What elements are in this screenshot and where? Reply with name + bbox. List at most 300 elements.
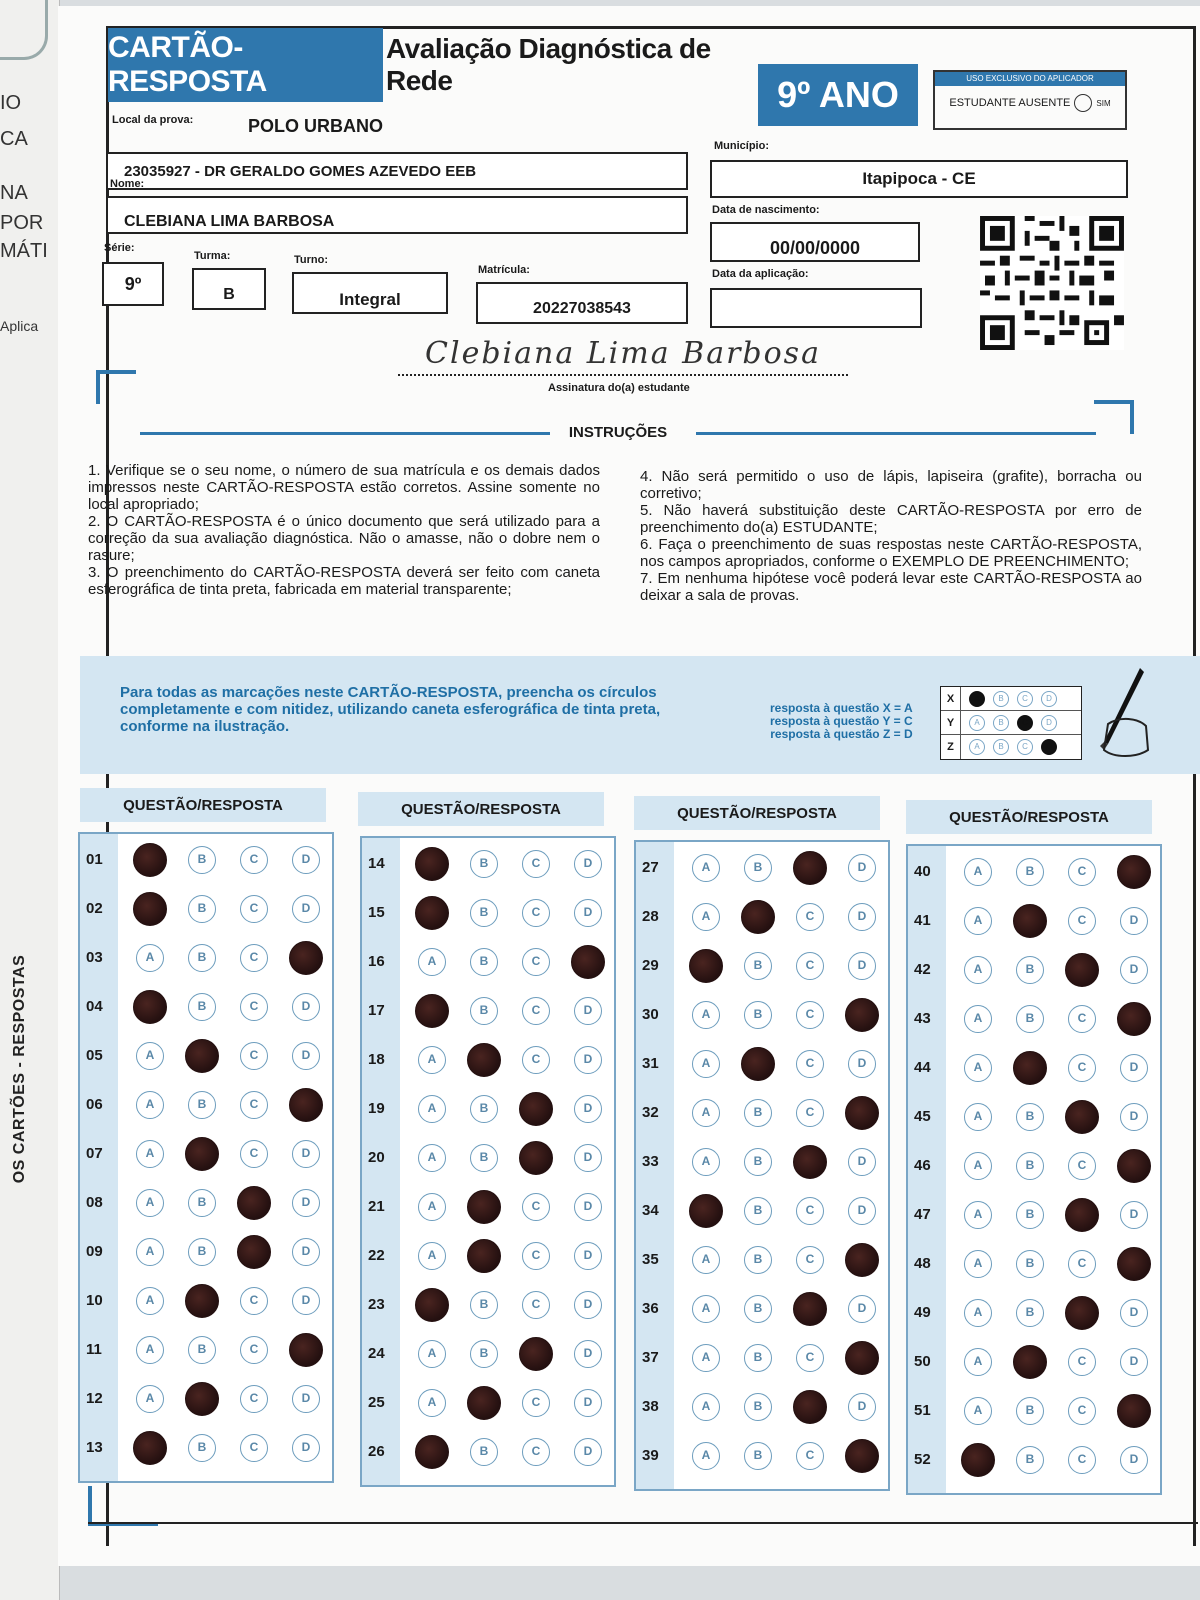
- answer-bubble-b[interactable]: B: [470, 948, 498, 976]
- question-row: [636, 1046, 888, 1082]
- answer-bubble-d[interactable]: [845, 1439, 879, 1473]
- question-number: 23: [368, 1296, 385, 1313]
- answer-bubble-d[interactable]: D: [848, 903, 876, 931]
- answer-bubble-b[interactable]: B: [744, 1148, 772, 1176]
- question-row: [908, 1393, 1160, 1429]
- answer-bubble-c[interactable]: [1065, 1198, 1099, 1232]
- answer-bubble-a[interactable]: A: [964, 956, 992, 984]
- answer-bubble-d[interactable]: D: [292, 1385, 320, 1413]
- answer-bubble-b[interactable]: B: [470, 1095, 498, 1123]
- answer-bubble-d[interactable]: D: [292, 846, 320, 874]
- answer-bubble-b[interactable]: B: [744, 1001, 772, 1029]
- school-field: 23035927 - DR GERALDO GOMES AZEVEDO EEB: [106, 152, 688, 190]
- answer-bubble-b[interactable]: B: [1016, 956, 1044, 984]
- answer-bubble-a[interactable]: A: [692, 1246, 720, 1274]
- question-number: 39: [642, 1447, 659, 1464]
- question-row: [908, 1295, 1160, 1331]
- pen-hand-icon: [1090, 666, 1150, 766]
- answer-bubble-a[interactable]: A: [418, 1046, 446, 1074]
- question-row: [636, 1340, 888, 1376]
- question-row: [908, 952, 1160, 988]
- answer-bubble-d[interactable]: D: [292, 1238, 320, 1266]
- answer-card: [58, 6, 1200, 1566]
- corner-mark: [96, 370, 136, 404]
- question-number: 11: [86, 1341, 102, 1358]
- answer-bubble-b[interactable]: B: [744, 1246, 772, 1274]
- answer-bubble-b[interactable]: B: [1016, 1250, 1044, 1278]
- fill-example-bubble: A: [969, 715, 985, 731]
- aplicacao-label: Data da aplicação:: [712, 268, 809, 280]
- answer-bubble-d[interactable]: D: [1120, 1446, 1148, 1474]
- question-number: 36: [642, 1300, 659, 1317]
- answer-column: [78, 832, 334, 1483]
- answer-bubble-d[interactable]: D: [292, 1434, 320, 1462]
- answer-bubble-a[interactable]: A: [964, 1348, 992, 1376]
- answer-bubble-d[interactable]: D: [1120, 956, 1148, 984]
- answer-bubble-a[interactable]: A: [692, 1050, 720, 1078]
- absent-row: [935, 86, 1125, 112]
- serie-field: 9º: [102, 262, 164, 306]
- answer-bubble-a[interactable]: [415, 1435, 449, 1469]
- answer-bubble-a[interactable]: A: [136, 1140, 164, 1168]
- answer-bubble-a[interactable]: A: [692, 903, 720, 931]
- answer-bubble-a[interactable]: A: [136, 1238, 164, 1266]
- answer-bubble-a[interactable]: A: [136, 1042, 164, 1070]
- question-row: [362, 1287, 614, 1323]
- answer-bubble-a[interactable]: [133, 990, 167, 1024]
- question-number: 07: [86, 1145, 103, 1162]
- answer-bubble-a[interactable]: A: [964, 1299, 992, 1327]
- answer-bubble-a[interactable]: A: [964, 1103, 992, 1131]
- answer-column: [360, 836, 616, 1487]
- answer-bubble-c[interactable]: C: [522, 899, 550, 927]
- answer-bubble-c[interactable]: [519, 1092, 553, 1126]
- answer-bubble-c[interactable]: C: [796, 1099, 824, 1127]
- answer-bubble-c[interactable]: C: [1068, 1054, 1096, 1082]
- answer-bubble-a[interactable]: [133, 892, 167, 926]
- question-row: [80, 1283, 332, 1319]
- answer-bubble-c[interactable]: C: [1068, 858, 1096, 886]
- fill-example-bubble: C: [1017, 715, 1033, 731]
- question-row: [80, 1136, 332, 1172]
- question-number: 51: [914, 1402, 931, 1419]
- answer-bubble-c[interactable]: [519, 1141, 553, 1175]
- background-text: MÁTI: [0, 240, 48, 262]
- answer-bubble-d[interactable]: [845, 1243, 879, 1277]
- municipio-field: Itapipoca - CE: [710, 160, 1128, 198]
- answer-bubble-d[interactable]: D: [848, 1050, 876, 1078]
- answer-bubble-a[interactable]: [415, 1288, 449, 1322]
- answer-bubble-b[interactable]: [741, 900, 775, 934]
- answer-bubble-d[interactable]: D: [574, 1340, 602, 1368]
- answer-bubble-b[interactable]: B: [1016, 1103, 1044, 1131]
- absent-checkbox[interactable]: [1074, 94, 1092, 112]
- answer-bubble-a[interactable]: A: [418, 1144, 446, 1172]
- background-side-text: OS CARTÕES - RESPOSTAS: [11, 954, 28, 1184]
- answer-bubble-a[interactable]: A: [964, 858, 992, 886]
- answer-bubble-b[interactable]: B: [188, 1336, 216, 1364]
- turma-label: Turma:: [194, 250, 231, 262]
- answer-bubble-a[interactable]: A: [136, 1385, 164, 1413]
- answer-bubble-c[interactable]: C: [1068, 1005, 1096, 1033]
- answer-bubble-b[interactable]: [467, 1043, 501, 1077]
- answer-bubble-b[interactable]: B: [744, 952, 772, 980]
- answer-bubble-d[interactable]: D: [1120, 1348, 1148, 1376]
- corner-mark: [1094, 400, 1134, 434]
- answer-bubble-c[interactable]: C: [796, 952, 824, 980]
- answer-bubble-c[interactable]: C: [522, 1046, 550, 1074]
- answer-bubble-c[interactable]: C: [240, 1434, 268, 1462]
- answer-bubble-a[interactable]: A: [136, 1189, 164, 1217]
- answer-bubble-a[interactable]: [415, 994, 449, 1028]
- answer-bubble-d[interactable]: [289, 1088, 323, 1122]
- answer-bubble-a[interactable]: A: [418, 948, 446, 976]
- answer-bubble-d[interactable]: D: [574, 1242, 602, 1270]
- answer-bubble-c[interactable]: C: [1068, 1152, 1096, 1180]
- answer-bubble-d[interactable]: D: [848, 854, 876, 882]
- answer-bubble-a[interactable]: A: [418, 1340, 446, 1368]
- answer-bubble-d[interactable]: D: [574, 899, 602, 927]
- answer-bubble-b[interactable]: [467, 1239, 501, 1273]
- answer-bubble-c[interactable]: C: [796, 1197, 824, 1225]
- answer-bubble-d[interactable]: D: [292, 895, 320, 923]
- divider: [140, 432, 550, 435]
- column-header: QUESTÃO/RESPOSTA: [358, 792, 604, 826]
- answer-bubble-c[interactable]: C: [796, 1246, 824, 1274]
- answer-bubble-c[interactable]: C: [522, 1438, 550, 1466]
- answer-bubble-b[interactable]: B: [1016, 1152, 1044, 1180]
- answer-bubble-a[interactable]: [689, 949, 723, 983]
- question-number: 29: [642, 957, 659, 974]
- fill-example-bubble: D: [1041, 739, 1057, 755]
- answer-bubble-a[interactable]: A: [418, 1242, 446, 1270]
- fill-example-bubble: C: [1017, 691, 1033, 707]
- answer-bubble-c[interactable]: [793, 1145, 827, 1179]
- question-row: [636, 1095, 888, 1131]
- answer-bubble-b[interactable]: B: [470, 1438, 498, 1466]
- answer-bubble-a[interactable]: A: [692, 1393, 720, 1421]
- answer-bubble-c[interactable]: C: [1068, 1446, 1096, 1474]
- answer-bubble-d[interactable]: D: [1120, 1201, 1148, 1229]
- answer-bubble-a[interactable]: A: [692, 1442, 720, 1470]
- answer-bubble-c[interactable]: C: [522, 948, 550, 976]
- answer-bubble-a[interactable]: A: [136, 1287, 164, 1315]
- answer-bubble-d[interactable]: D: [574, 997, 602, 1025]
- answer-bubble-b[interactable]: B: [188, 1189, 216, 1217]
- divider: [696, 432, 1096, 435]
- local-value: POLO URBANO: [248, 116, 383, 136]
- question-number: 52: [914, 1451, 931, 1468]
- question-number: 16: [368, 953, 385, 970]
- answer-bubble-b[interactable]: B: [744, 1393, 772, 1421]
- answer-bubble-c[interactable]: [1065, 1296, 1099, 1330]
- answer-column: [634, 840, 890, 1491]
- question-row: [80, 1185, 332, 1221]
- answer-bubble-b[interactable]: B: [1016, 1299, 1044, 1327]
- answer-bubble-c[interactable]: C: [796, 1442, 824, 1470]
- answer-bubble-b[interactable]: B: [744, 1344, 772, 1372]
- fill-example-bubble: D: [1041, 715, 1057, 731]
- answer-bubble-b[interactable]: B: [470, 850, 498, 878]
- answer-bubble-c[interactable]: C: [1068, 1250, 1096, 1278]
- answer-bubble-a[interactable]: A: [964, 1152, 992, 1180]
- answer-bubble-d[interactable]: [1117, 1394, 1151, 1428]
- answer-bubble-a[interactable]: [689, 1194, 723, 1228]
- qr-code-icon: [980, 216, 1124, 350]
- answer-bubble-c[interactable]: C: [1068, 907, 1096, 935]
- answer-bubble-d[interactable]: D: [574, 1438, 602, 1466]
- answer-bubble-a[interactable]: [415, 847, 449, 881]
- fill-example-key: resposta à questão Y = C: [770, 714, 913, 728]
- answer-bubble-c[interactable]: [793, 1292, 827, 1326]
- answer-bubble-c[interactable]: C: [240, 1091, 268, 1119]
- answer-bubble-c[interactable]: [793, 851, 827, 885]
- answer-bubble-a[interactable]: [133, 843, 167, 877]
- answer-bubble-a[interactable]: [133, 1431, 167, 1465]
- answer-bubble-c[interactable]: [793, 1390, 827, 1424]
- answer-bubble-d[interactable]: D: [292, 1042, 320, 1070]
- answer-bubble-c[interactable]: C: [796, 1001, 824, 1029]
- answer-bubble-c[interactable]: C: [1068, 1348, 1096, 1376]
- paper-clip: [0, 0, 48, 60]
- answer-bubble-d[interactable]: [289, 1333, 323, 1367]
- answer-bubble-b[interactable]: B: [470, 997, 498, 1025]
- answer-bubble-c[interactable]: [1065, 953, 1099, 987]
- answer-bubble-d[interactable]: D: [574, 1291, 602, 1319]
- answer-bubble-d[interactable]: [1117, 855, 1151, 889]
- answer-bubble-d[interactable]: [571, 945, 605, 979]
- answer-bubble-d[interactable]: D: [1120, 907, 1148, 935]
- answer-bubble-c[interactable]: C: [240, 1140, 268, 1168]
- answer-bubble-d[interactable]: D: [292, 993, 320, 1021]
- answer-bubble-b[interactable]: B: [188, 895, 216, 923]
- question-row: [362, 846, 614, 882]
- question-row: [636, 1242, 888, 1278]
- question-number: 47: [914, 1206, 931, 1223]
- nome-label: Nome:: [110, 178, 145, 190]
- background-text: CA: [0, 128, 28, 150]
- answer-bubble-b[interactable]: [185, 1382, 219, 1416]
- answer-bubble-c[interactable]: C: [796, 1344, 824, 1372]
- matricula-field: 20227038543: [476, 282, 688, 324]
- answer-bubble-b[interactable]: [185, 1039, 219, 1073]
- answer-bubble-a[interactable]: A: [692, 1344, 720, 1372]
- answer-bubble-c[interactable]: C: [796, 903, 824, 931]
- absent-label: ESTUDANTE AUSENTE: [949, 97, 1071, 109]
- answer-bubble-d[interactable]: D: [292, 1140, 320, 1168]
- answer-bubble-d[interactable]: D: [574, 1389, 602, 1417]
- answer-bubble-b[interactable]: B: [1016, 1201, 1044, 1229]
- answer-bubble-b[interactable]: B: [744, 1442, 772, 1470]
- answer-bubble-b[interactable]: [1013, 904, 1047, 938]
- answer-bubble-d[interactable]: D: [848, 1295, 876, 1323]
- answer-bubble-c[interactable]: C: [796, 1050, 824, 1078]
- corner-mark: [88, 1486, 158, 1526]
- answer-bubble-a[interactable]: A: [692, 1001, 720, 1029]
- answer-bubble-d[interactable]: D: [1120, 1054, 1148, 1082]
- answer-bubble-a[interactable]: A: [964, 1250, 992, 1278]
- answer-bubble-a[interactable]: A: [136, 1336, 164, 1364]
- answer-bubble-a[interactable]: A: [692, 854, 720, 882]
- answer-bubble-d[interactable]: D: [848, 952, 876, 980]
- answer-bubble-c[interactable]: C: [522, 1193, 550, 1221]
- answer-bubble-d[interactable]: D: [574, 850, 602, 878]
- answer-bubble-a[interactable]: [415, 896, 449, 930]
- answer-bubble-b[interactable]: B: [1016, 1446, 1044, 1474]
- fill-example-bubble: B: [993, 715, 1009, 731]
- answer-bubble-b[interactable]: B: [1016, 1005, 1044, 1033]
- answer-bubble-b[interactable]: B: [188, 1434, 216, 1462]
- municipio-label: Município:: [714, 140, 769, 152]
- question-number: 30: [642, 1006, 659, 1023]
- answer-bubble-c[interactable]: [237, 1186, 271, 1220]
- answer-bubble-c[interactable]: C: [240, 1385, 268, 1413]
- answer-bubble-b[interactable]: B: [188, 944, 216, 972]
- question-row: [636, 850, 888, 886]
- answer-bubble-b[interactable]: B: [188, 846, 216, 874]
- answer-bubble-b[interactable]: B: [470, 1144, 498, 1172]
- answer-bubble-d[interactable]: [845, 998, 879, 1032]
- answer-bubble-b[interactable]: [1013, 1345, 1047, 1379]
- question-row: [362, 1140, 614, 1176]
- answer-bubble-c[interactable]: C: [240, 993, 268, 1021]
- answer-bubble-b[interactable]: [1013, 1051, 1047, 1085]
- answer-bubble-a[interactable]: A: [692, 1148, 720, 1176]
- answer-bubble-d[interactable]: D: [848, 1393, 876, 1421]
- question-row: [636, 1193, 888, 1229]
- answer-bubble-b[interactable]: B: [470, 1291, 498, 1319]
- question-row: [636, 997, 888, 1033]
- answer-bubble-b[interactable]: B: [1016, 858, 1044, 886]
- answer-bubble-c[interactable]: C: [522, 1291, 550, 1319]
- answer-bubble-b[interactable]: [185, 1137, 219, 1171]
- answer-bubble-d[interactable]: [1117, 1002, 1151, 1036]
- answer-bubble-c[interactable]: C: [522, 1389, 550, 1417]
- answer-bubble-d[interactable]: [1117, 1247, 1151, 1281]
- question-number: 19: [368, 1100, 385, 1117]
- answer-bubble-c[interactable]: [237, 1235, 271, 1269]
- answer-bubble-c[interactable]: C: [240, 944, 268, 972]
- question-row: [362, 1189, 614, 1225]
- answer-bubble-c[interactable]: C: [1068, 1397, 1096, 1425]
- answer-bubble-d[interactable]: [845, 1096, 879, 1130]
- answer-bubble-c[interactable]: C: [240, 846, 268, 874]
- column-header: QUESTÃO/RESPOSTA: [634, 796, 880, 830]
- answer-bubble-a[interactable]: A: [136, 944, 164, 972]
- answer-bubble-a[interactable]: A: [692, 1295, 720, 1323]
- answer-bubble-d[interactable]: D: [1120, 1103, 1148, 1131]
- background-text: Aplica: [0, 318, 39, 334]
- answer-bubble-d[interactable]: D: [574, 1193, 602, 1221]
- answer-bubble-b[interactable]: [467, 1386, 501, 1420]
- question-number: 37: [642, 1349, 659, 1366]
- answer-bubble-d[interactable]: D: [292, 1287, 320, 1315]
- instruction-item: 3. O preenchimento do CARTÃO-RESPOSTA deverá ser feito com caneta esferográfica de tinta preta, fabricada em material transparente;: [88, 564, 600, 598]
- answer-bubble-b[interactable]: B: [744, 854, 772, 882]
- question-number: 02: [86, 900, 103, 917]
- answer-bubble-b[interactable]: B: [188, 1238, 216, 1266]
- answer-bubble-c[interactable]: C: [240, 1042, 268, 1070]
- fill-example-key: resposta à questão X = A: [770, 701, 913, 715]
- answer-bubble-b[interactable]: B: [744, 1197, 772, 1225]
- instructions-right: [640, 468, 1142, 604]
- answer-bubble-c[interactable]: [519, 1337, 553, 1371]
- answer-bubble-b[interactable]: B: [1016, 1397, 1044, 1425]
- answer-bubble-b[interactable]: B: [744, 1295, 772, 1323]
- answer-bubble-a[interactable]: A: [964, 1054, 992, 1082]
- instructions-title: INSTRUÇÕES: [568, 424, 668, 441]
- answer-bubble-d[interactable]: D: [1120, 1299, 1148, 1327]
- fill-example-panel: [80, 656, 1200, 774]
- answer-bubble-d[interactable]: D: [574, 1095, 602, 1123]
- answer-bubble-d[interactable]: D: [848, 1148, 876, 1176]
- answer-bubble-b[interactable]: [467, 1190, 501, 1224]
- answer-bubble-d[interactable]: D: [848, 1197, 876, 1225]
- answer-bubble-d[interactable]: D: [574, 1046, 602, 1074]
- answer-bubble-a[interactable]: A: [964, 907, 992, 935]
- question-row: [80, 842, 332, 878]
- answer-bubble-b[interactable]: [185, 1284, 219, 1318]
- instruction-item: 1. Verifique se o seu nome, o número de sua matrícula e os demais dados impressos neste CARTÃO-RESPOSTA estão corretos. Assine somente no local apropriado;: [88, 462, 600, 513]
- question-number: 35: [642, 1251, 659, 1268]
- question-number: 40: [914, 863, 931, 880]
- answer-bubble-a[interactable]: [961, 1443, 995, 1477]
- question-row: [80, 1332, 332, 1368]
- question-row: [908, 854, 1160, 890]
- answer-bubble-c[interactable]: C: [240, 895, 268, 923]
- answer-bubble-c[interactable]: C: [240, 1336, 268, 1364]
- question-number: 38: [642, 1398, 659, 1415]
- answer-bubble-a[interactable]: A: [418, 1095, 446, 1123]
- answer-bubble-a[interactable]: A: [964, 1005, 992, 1033]
- answer-bubble-a[interactable]: A: [418, 1193, 446, 1221]
- answer-bubble-d[interactable]: D: [574, 1144, 602, 1172]
- instruction-item: 4. Não será permitido o uso de lápis, lapiseira (grafite), borracha ou corretivo;: [640, 468, 1142, 502]
- answer-bubble-b[interactable]: B: [744, 1099, 772, 1127]
- fill-example-bubble: B: [993, 691, 1009, 707]
- question-row: [908, 1050, 1160, 1086]
- answer-bubble-c[interactable]: C: [522, 850, 550, 878]
- answer-bubble-d[interactable]: [845, 1341, 879, 1375]
- answer-bubble-a[interactable]: A: [136, 1091, 164, 1119]
- answer-bubble-d[interactable]: [1117, 1149, 1151, 1183]
- question-row: [908, 1148, 1160, 1184]
- fill-example-bubble: D: [1041, 691, 1057, 707]
- turno-field: Integral: [292, 272, 448, 314]
- answer-bubble-b[interactable]: [741, 1047, 775, 1081]
- answer-bubble-b[interactable]: B: [188, 1091, 216, 1119]
- answer-bubble-a[interactable]: A: [692, 1099, 720, 1127]
- answer-bubble-c[interactable]: C: [240, 1287, 268, 1315]
- answer-bubble-c[interactable]: [1065, 1100, 1099, 1134]
- serie-label: Série:: [104, 242, 135, 254]
- answer-bubble-d[interactable]: [289, 941, 323, 975]
- answer-bubble-a[interactable]: A: [964, 1397, 992, 1425]
- answer-bubble-b[interactable]: B: [188, 993, 216, 1021]
- answer-bubble-a[interactable]: A: [418, 1389, 446, 1417]
- answer-bubble-d[interactable]: D: [292, 1189, 320, 1217]
- question-number: 27: [642, 859, 659, 876]
- question-row: [362, 1238, 614, 1274]
- question-number: 45: [914, 1108, 931, 1125]
- answer-bubble-c[interactable]: C: [522, 1242, 550, 1270]
- answer-bubble-b[interactable]: B: [470, 899, 498, 927]
- matricula-label: Matrícula:: [478, 264, 530, 276]
- answer-bubble-a[interactable]: A: [964, 1201, 992, 1229]
- bottom-border: [88, 1522, 1198, 1524]
- answer-bubble-b[interactable]: B: [470, 1340, 498, 1368]
- answer-bubble-c[interactable]: C: [522, 997, 550, 1025]
